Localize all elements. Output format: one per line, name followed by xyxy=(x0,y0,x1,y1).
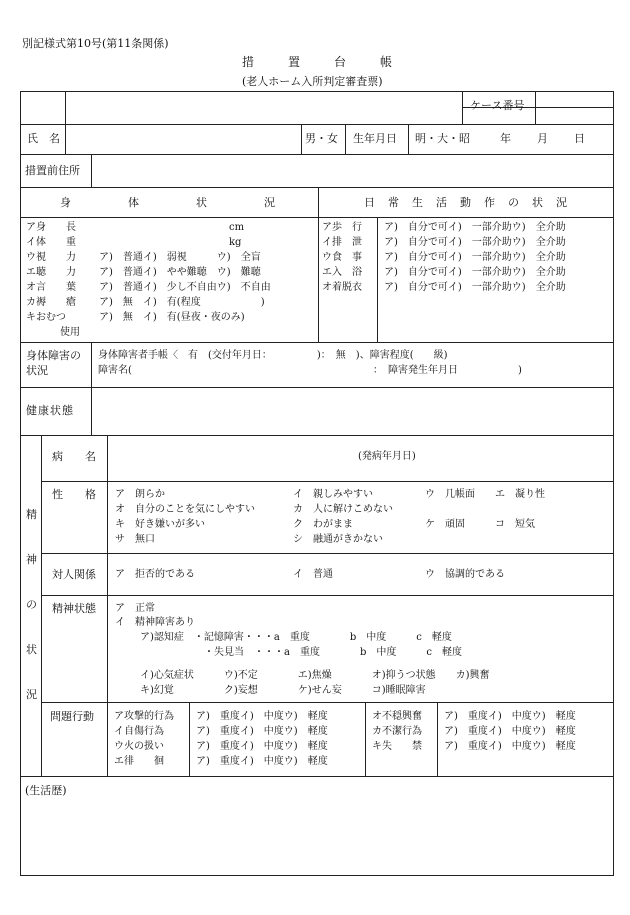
adl-label: オ着脱衣 xyxy=(322,282,362,293)
adl-header-char: 活 xyxy=(436,196,447,209)
personality-option[interactable]: エ 凝り性 xyxy=(495,489,545,500)
physical-label: カ褥 瘡 xyxy=(26,297,76,308)
disability-line[interactable]: ： 障害発生年月日 ) xyxy=(373,365,522,376)
personality-option[interactable]: サ 無口 xyxy=(115,534,155,545)
personality-option[interactable]: オ 自分のことを気にしやすい xyxy=(115,504,255,515)
state-normal[interactable]: ア 正常 xyxy=(115,603,155,614)
physical-header-char: 状 xyxy=(196,196,207,209)
onset-date[interactable]: (発病年月日) xyxy=(358,451,416,462)
physical-header-char: 体 xyxy=(128,196,139,209)
form-title xyxy=(0,56,630,70)
form-id: 別記様式第10号(第11条関係) xyxy=(22,37,169,50)
adl-value[interactable]: ア) 自分で可イ) 一部介助ウ) 全介助 xyxy=(384,267,566,278)
adl-value[interactable]: ア) 自分で可イ) 一部介助ウ) 全介助 xyxy=(384,237,566,248)
health-field[interactable] xyxy=(92,388,612,434)
physical-value[interactable]: ア) 普通イ) 弱視 ウ) 全盲 xyxy=(99,252,261,263)
behavior-item-value[interactable]: ア) 重度イ) 中度ウ) 軽度 xyxy=(196,726,328,737)
adl-label: ア歩 行 xyxy=(322,222,362,233)
personality-option[interactable]: ア 朗らか xyxy=(115,489,165,500)
behavior-label: 問題行動 xyxy=(50,710,94,723)
adl-header-char: 況 xyxy=(556,196,567,209)
adl-header-char: 作 xyxy=(484,196,495,209)
adl-value[interactable]: ア) 自分で可イ) 一部介助ウ) 全介助 xyxy=(384,252,566,263)
physical-value[interactable]: ア) 無 イ) 有(昼夜・夜のみ) xyxy=(99,312,245,323)
physical-value[interactable]: ア) 無 イ) 有(程度 ) xyxy=(99,297,265,308)
adl-value[interactable]: ア) 自分で可イ) 一部介助ウ) 全介助 xyxy=(384,282,566,293)
title-char: 帳 xyxy=(380,55,393,69)
name-field[interactable] xyxy=(66,125,300,153)
physical-value[interactable]: ア) 普通イ) 少し不自由ウ) 不自由 xyxy=(99,282,271,293)
title-char: 置 xyxy=(288,55,301,69)
personality-option[interactable]: カ 人に解けこめない xyxy=(293,504,393,515)
physical-header-char: 況 xyxy=(264,196,275,209)
name-label: 氏 名 xyxy=(27,132,60,145)
relations-option[interactable]: ア 拒否的である xyxy=(115,569,195,580)
month-unit: 月 xyxy=(537,132,548,145)
relations-label: 対人関係 xyxy=(52,568,96,581)
personality-option[interactable]: コ 短気 xyxy=(495,519,535,530)
life-history-label: (生活歴) xyxy=(25,784,67,797)
behavior-item-label: キ失 禁 xyxy=(372,741,422,752)
behavior-item-value[interactable]: ア) 重度イ) 中度ウ) 軽度 xyxy=(196,711,328,722)
year-unit: 年 xyxy=(500,132,511,145)
mental-side-char: 状 xyxy=(26,643,37,656)
state-label: 精神状態 xyxy=(52,602,96,615)
adl-header-char: 動 xyxy=(460,196,471,209)
state-symptoms[interactable]: キ)幻覚 ク)妄想 ケ)せん妄 コ)睡眠障害 xyxy=(140,685,426,696)
adl-header-char: の xyxy=(508,196,519,209)
behavior-item-value[interactable]: ア) 重度イ) 中度ウ) 軽度 xyxy=(196,756,328,767)
behavior-item-label: オ不穏興奮 xyxy=(372,711,422,722)
day-unit: 日 xyxy=(574,132,585,145)
physical-value[interactable]: ア) 普通イ) やや難聴 ウ) 難聴 xyxy=(99,267,261,278)
case-number-label: ケース番号 xyxy=(470,99,525,112)
physical-label: イ体 重 xyxy=(26,237,76,248)
adl-header xyxy=(0,197,630,209)
state-disorder[interactable]: イ 精神障害あり xyxy=(115,617,195,628)
personality-option[interactable]: シ 融通がきかない xyxy=(293,534,383,545)
title-char: 台 xyxy=(334,55,347,69)
adl-label: イ排 泄 xyxy=(322,237,362,248)
disability-line[interactable]: 障害名( xyxy=(98,365,132,376)
sex-options[interactable]: 男・女 xyxy=(305,132,338,145)
disability-label: 身体障害の xyxy=(26,349,81,362)
behavior-item-label: ア攻撃的行為 xyxy=(114,711,174,722)
behavior-item-label: カ不潔行為 xyxy=(372,726,422,737)
personality-label: 性 格 xyxy=(52,488,96,501)
life-history-field[interactable] xyxy=(21,800,612,874)
behavior-item-value[interactable]: ア) 重度イ) 中度ウ) 軽度 xyxy=(444,726,576,737)
physical-value[interactable]: kg xyxy=(229,237,242,248)
personality-option[interactable]: ク わがまま xyxy=(293,519,353,530)
state-symptoms[interactable]: イ)心気症状 ウ)不定 エ)焦燥 オ)抑うつ状態 カ)興奮 xyxy=(140,670,490,681)
state-disorientation[interactable]: ・失見当 ・・・a 重度 b 中度 c 軽度 xyxy=(204,647,462,658)
disease-label: 病 名 xyxy=(52,450,96,463)
mental-side-char: の xyxy=(26,598,37,611)
physical-label: オ言 葉 xyxy=(26,282,76,293)
adl-label: ウ食 事 xyxy=(322,252,362,263)
relations-option[interactable]: ウ 協調的である xyxy=(425,569,505,580)
behavior-item-value[interactable]: ア) 重度イ) 中度ウ) 軽度 xyxy=(444,741,576,752)
physical-label: キおむつ xyxy=(26,312,66,323)
mental-side-char: 精 xyxy=(26,508,37,521)
disability-label: 状況 xyxy=(26,364,48,377)
prev-address-field[interactable] xyxy=(92,155,612,186)
behavior-item-value[interactable]: ア) 重度イ) 中度ウ) 軽度 xyxy=(196,741,328,752)
dob-label: 生年月日 xyxy=(353,132,397,145)
adl-value[interactable]: ア) 自分で可イ) 一部介助ウ) 全介助 xyxy=(384,222,566,233)
adl-header-char: 日 xyxy=(364,196,375,209)
relations-option[interactable]: イ 普通 xyxy=(293,569,333,580)
physical-label: 使用 xyxy=(60,327,80,338)
personality-option[interactable]: イ 親しみやすい xyxy=(293,489,373,500)
behavior-item-label: イ自傷行為 xyxy=(114,726,164,737)
case-number-field[interactable] xyxy=(536,92,612,123)
physical-header-char: 身 xyxy=(60,196,71,209)
mental-side-label xyxy=(21,436,41,776)
state-dementia[interactable]: ア)認知症 ・記憶障害・・・a 重度 b 中度 c 軽度 xyxy=(140,632,452,643)
physical-label: ウ視 力 xyxy=(26,252,76,263)
adl-header-char: 状 xyxy=(532,196,543,209)
health-label: 健康状態 xyxy=(26,404,74,417)
title-char: 措 xyxy=(242,55,255,69)
personality-option[interactable]: ケ 頑固 xyxy=(425,519,465,530)
behavior-item-label: ウ火の扱い xyxy=(114,741,164,752)
mental-side-char: 神 xyxy=(26,553,37,566)
behavior-item-value[interactable]: ア) 重度イ) 中度ウ) 軽度 xyxy=(444,711,576,722)
physical-label: エ聴 力 xyxy=(26,267,76,278)
adl-header-char: 生 xyxy=(412,196,423,209)
disability-line[interactable]: 身体障害者手帳〈 有 (交付年月日： )： 無 )、障害程度( 級) xyxy=(98,350,448,361)
adl-label: エ入 浴 xyxy=(322,267,362,278)
prev-address-label: 措置前住所 xyxy=(25,164,80,177)
era-options[interactable]: 明・大・昭 xyxy=(415,132,470,145)
mental-side-char: 況 xyxy=(26,688,37,701)
adl-header-char: 常 xyxy=(388,196,399,209)
personality-option[interactable]: キ 好き嫌いが多い xyxy=(115,519,205,530)
form-subtitle: (老人ホーム入所判定審査票) xyxy=(242,75,383,88)
personality-option[interactable]: ウ 几帳面 xyxy=(425,489,475,500)
physical-label: ア身 長 xyxy=(26,222,76,233)
behavior-item-label: エ徘 徊 xyxy=(114,756,164,767)
physical-value[interactable]: cm xyxy=(229,222,245,233)
